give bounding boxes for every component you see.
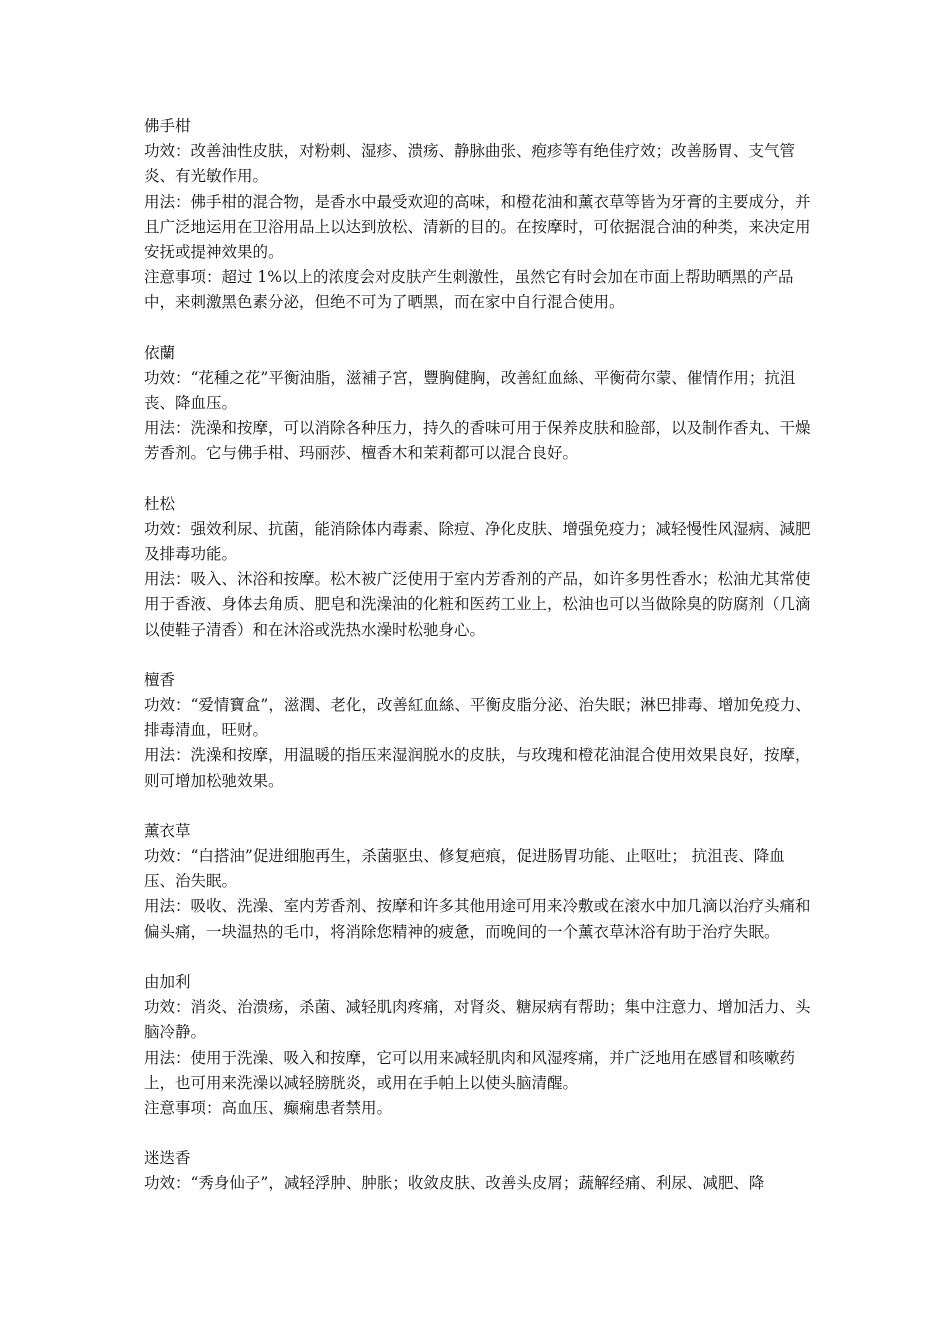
- entry-usage: 用法：佛手柑的混合物，是香水中最受欢迎的高味，和橙花油和薰衣草等皆为牙膏的主要成分，并且广泛地运用在卫浴用品上以达到放松、清新的目的。在按摩时，可依据混合油的种类，来决定用安抚或提神效果的。: [144, 192, 811, 262]
- entry-rosemary: [144, 1146, 812, 1196]
- entry-title: 佛手柑: [144, 117, 191, 135]
- entry-usage: 用法：洗澡和按摩，可以消除各种压力，持久的香味可用于保养皮肤和脸部，以及制作香丸、干燥芳香剂。它与佛手柑、玛丽莎、檀香木和茉莉都可以混合良好。: [144, 419, 811, 463]
- entry-usage: 用法：吸收、洗澡、室内芳香剂、按摩和许多其他用途可用来冷敷或在滚水中加几滴以治疗头痛和偏头痛，一块温热的毛巾，将消除您精神的疲惫，而晚间的一个薰衣草沐浴有助于治疗失眠。: [144, 897, 811, 941]
- entry-usage: 用法：洗澡和按摩，用温暖的指压来湿润脱水的皮肤，与玫瑰和橙花油混合使用效果良好，按摩，则可增加松驰效果。: [144, 746, 811, 790]
- entry-title: 檀香: [144, 670, 176, 689]
- entry-effects: 功效：改善油性皮肤，对粉刺、湿疹、溃疡、静脉曲张、疱疹等有绝佳疗效；改善肠胃、支气管炎、有光敏作用。: [144, 142, 796, 186]
- entry-bergamot: [144, 114, 812, 316]
- entry-effects: 功效：“花種之花”平衡油脂，滋補子宮，豐胸健胸，改善紅血絲、平衡荷尔蒙、催情作用；抗沮丧、降血压。: [144, 368, 796, 413]
- entry-effects: 功效：强效利尿、抗菌，能消除体内毒素、除痘、净化皮肤、增强免疫力；减轻慢性风湿病、減肥及排毒功能。: [144, 519, 811, 564]
- entry-title: 薰衣草: [144, 821, 191, 840]
- entry-eucalyptus: [144, 970, 812, 1121]
- entry-effects: 功效：消炎、治溃疡，杀菌、减轻肌肉疼痛，对肾炎、糖尿病有帮助；集中注意力、增加活力、头脑冷静。: [144, 998, 811, 1042]
- entry-title: 依蘭: [144, 343, 176, 362]
- entry-effects: 功效：“白搭油”促进细胞再生，杀菌驱虫、修复疤痕，促进肠胃功能、止呕吐； 抗沮丧、降血压、治失眠。: [144, 847, 785, 891]
- entry-caution: 注意事项：高血压、癫痫患者禁用。: [144, 1098, 393, 1117]
- entry-ylang-ylang: [144, 341, 812, 467]
- entry-usage: 用法：使用于洗澡、吸入和按摩，它可以用来减轻肌肉和风湿疼痛，并广泛地用在感冒和咳嗽药上，也可用来洗澡以减轻膀胱炎，或用在手帕上以使头脑清醒。: [144, 1048, 796, 1092]
- entry-juniper: [144, 492, 812, 643]
- entry-lavender: [144, 819, 812, 945]
- entry-effects: 功效：“秀身仙子”，减轻浮肿、肿胀；收敛皮肤、改善头皮屑；蔬解经痛、利尿、减肥、降: [144, 1174, 765, 1193]
- entry-usage: 用法：吸入、沐浴和按摩。松木被广泛使用于室内芳香剂的产品，如许多男性香水；松油尤其常使用于香液、身体去角质、肥皂和洗澡油的化粧和医药工业上，松油也可以当做除臭的防腐剂（几滴以使鞋子清香）和在沐浴或洗热水澡时松驰身心。: [144, 570, 811, 639]
- entry-effects: 功效：“爱情寶盒”，滋潤、老化，改善紅血絲、平衡皮脂分泌、治失眠；淋巴排毒、增加免疫力、排毒清血，旺财。: [144, 696, 811, 740]
- entry-title: 由加利: [144, 972, 191, 991]
- document-body: [144, 114, 812, 1222]
- entry-title: 杜松: [144, 494, 176, 513]
- entry-title: 迷迭香: [144, 1149, 191, 1168]
- entry-sandalwood: [144, 668, 812, 794]
- entry-caution: 注意事项：超过 1%以上的浓度会对皮肤产生刺激性，虽然它有时会加在市面上帮助晒黑的产品中，来刺激黑色素分泌，但绝不可为了晒黑，而在家中自行混合使用。: [144, 268, 794, 312]
